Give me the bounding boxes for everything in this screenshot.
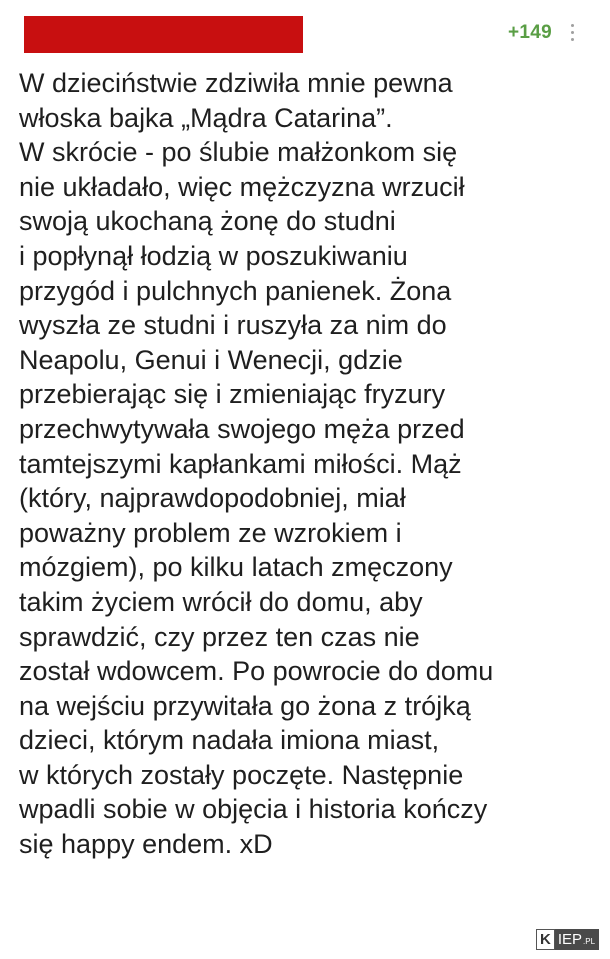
post-text-line: na wejściu przywitała go żona z trójką [19,690,471,721]
post-text-line: swoją ukochaną żonę do studni [19,206,396,237]
kiep-watermark-logo [536,929,599,950]
post-text-line: mózgiem), po kilku latach zmęczony [19,552,453,583]
vertical-ellipsis-icon[interactable] [570,24,576,44]
post-text-line: sprawdzić, czy przez ten czas nie [19,621,420,652]
watermark-iep: IEP [557,931,583,948]
post-text-line: włoska bajka „Mądra Catarina”. [19,102,393,133]
post-text-line: dzieci, którym nadała imiona miast, [19,725,440,756]
watermark-k: K [536,929,555,950]
redacted-username [24,16,303,53]
post-text-line: i popłynął łodzią w poszukiwaniu [19,240,408,271]
watermark-rest [555,929,599,950]
post-text-line: W skrócie - po ślubie małżonkom się [19,137,458,168]
post-text-line: tamtejszymi kapłankami miłości. Mąż [19,448,462,479]
post-text-line: nie układało, więc mężczyzna wrzucił [19,171,465,202]
post-text-line: został wdowcem. Po powrocie do domu [19,656,494,687]
post-header [0,0,610,62]
post-text-line: przygód i pulchnych panienek. Żona [19,275,452,306]
post-text-line: przebierając się i zmieniając fryzury [19,379,446,410]
post-body [19,66,604,862]
post-text-line: wyszła ze studni i ruszyła za nim do [19,310,447,341]
post-text-line: takim życiem wrócił do domu, aby [19,586,423,617]
vote-score: +149 [508,22,552,43]
post-text-line: wpadli sobie w objęcia i historia kończy [19,794,488,825]
post-text-line: poważny problem ze wzrokiem i [19,517,402,548]
post-text-line: przechwytywała swojego męża przed [19,413,465,444]
post-text-line: w których zostały poczęte. Następnie [19,759,464,790]
post-text-line: Neapolu, Genui i Wenecji, gdzie [19,344,403,375]
post-text-line: (który, najprawdopodobniej, miał [19,483,406,514]
watermark-suffix: .PL [583,937,596,946]
post-text-line: się happy endem. xD [19,829,273,860]
post-text-line: W dzieciństwie zdziwiła mnie pewna [19,68,453,98]
